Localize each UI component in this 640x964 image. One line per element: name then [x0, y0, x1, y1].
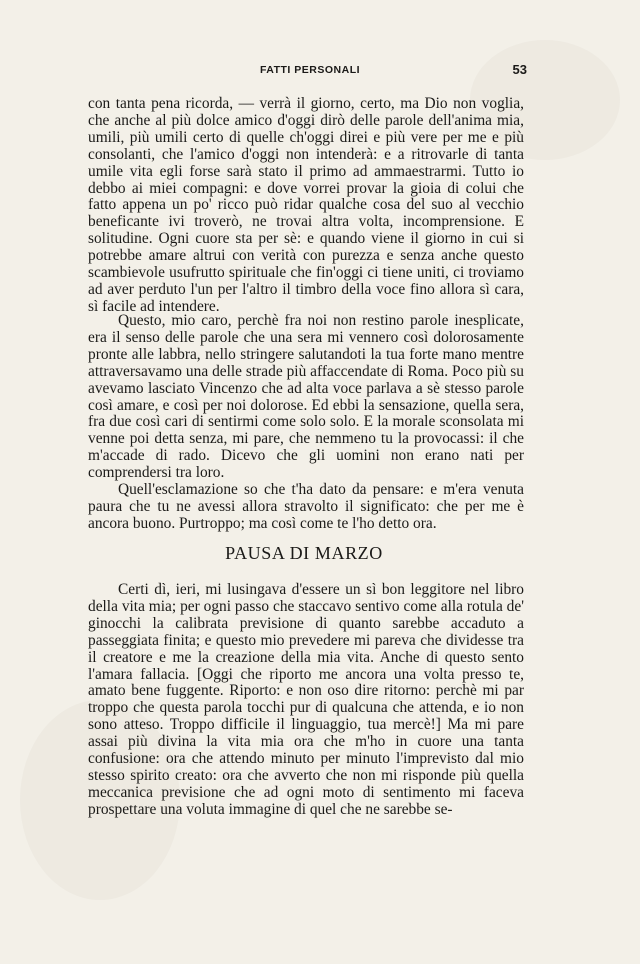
paragraph: Certi dì, ieri, mi lusingava d'essere un sì bon leggitore nel libro della vita mia; per ogni passo che staccavo sentivo come alla rotula de' ginocchi la calibrata previsione di quanto sarebbe accaduto a passeggiata finita; e questo mio prevedere mi pareva che dividesse tra il creatore e me la creazione della mia vita. Anche di questo sento l'amara fallacia. [Oggi che riporto me ancora una volta presso te, amato bene fuggente. Riporto: e non oso dire ritorno: perchè mi par troppo che questa parola tocchi pur di qualcuna che attenda, e io non sono atteso. Troppo difficile il linguaggio, tua mercè!] Ma mi pare assai più divina la vita mia ora che m'ho in cuore una tanta confusione: ora che attendo minuto per minuto l'imprevisto dal mio stesso spirito creato: ora che avverto che non mi risponde più quella meccanica previsione che ad ogni moto di sentimento mi faceva prospettare una voluta immagine di quel che ne sarebbe se-	[88, 581, 524, 818]
section-text	[88, 582, 524, 819]
paragraph: Questo, mio caro, perchè fra noi non restino parole inesplicate, era il senso delle parole che una sera mi vennero così dolorosamente pronte alle labbra, nello stringere salutandoti la tua forte mano mentre attraversavamo una delle strade più affaccendate di Roma. Poco più su avevamo lasciato Vincenzo che ad alta voce parlava a sè stesso parole così amare, e così per noi dolorose. Ed ebbi la sensazione, quella sera, fra due così cari di sentirmi come solo solo. E la morale sconsolata mi venne poi detta senza, mi pare, che nemmeno tu la provocassi: il che m'accade di rado. Dicevo che gli uomini non erano nati per comprendersi tra loro.	[88, 312, 524, 482]
running-title: FATTI PERSONALI	[259, 64, 361, 76]
page-number: 53	[512, 62, 527, 77]
section-title: PAUSA DI MARZO	[225, 543, 383, 563]
continued-text	[88, 96, 524, 316]
letter-text	[88, 313, 524, 533]
paragraph: Quell'esclamazione so che t'ha dato da pensare: e m'era venuta paura che tu ne avessi allora stravolto il significato: che per me è ancora buono. Purtroppo; ma così come te l'ho detto ora.	[88, 481, 524, 532]
running-head	[0, 64, 640, 80]
continuation-paragraph: con tanta pena ricorda, — verrà il giorno, certo, ma Dio non voglia, che anche al più dolce amico d'oggi dirò delle parole dell'anima mia, umili, più umili certo di quelle ch'oggi direi e più vere per me e più consolanti, che l'amico d'oggi non intenderà: e a ritrovarle di tanta umile vita egli forse sarà stato il primo ad ammaestrarmi. Tutto io debbo ai miei compagni: e dove vorrei provar la gioia di colui che fatto appena un po' ricco può ridar qualche cosa del suo al vecchio beneficante ivi troverò, ne trovai altra volta, incomprensione. E solitudine. Ogni cuore sta per sè: e quando viene il giorno in cui si potrebbe amare altrui con verità con purezza e senza anche questo scambievole usufrutto spirituale che fin'oggi ci tiene uniti, ci troviamo ad aver perduto l'un per l'altro il timbro della voce fino allora sì cara, sì facile ad intendere.	[88, 95, 524, 315]
